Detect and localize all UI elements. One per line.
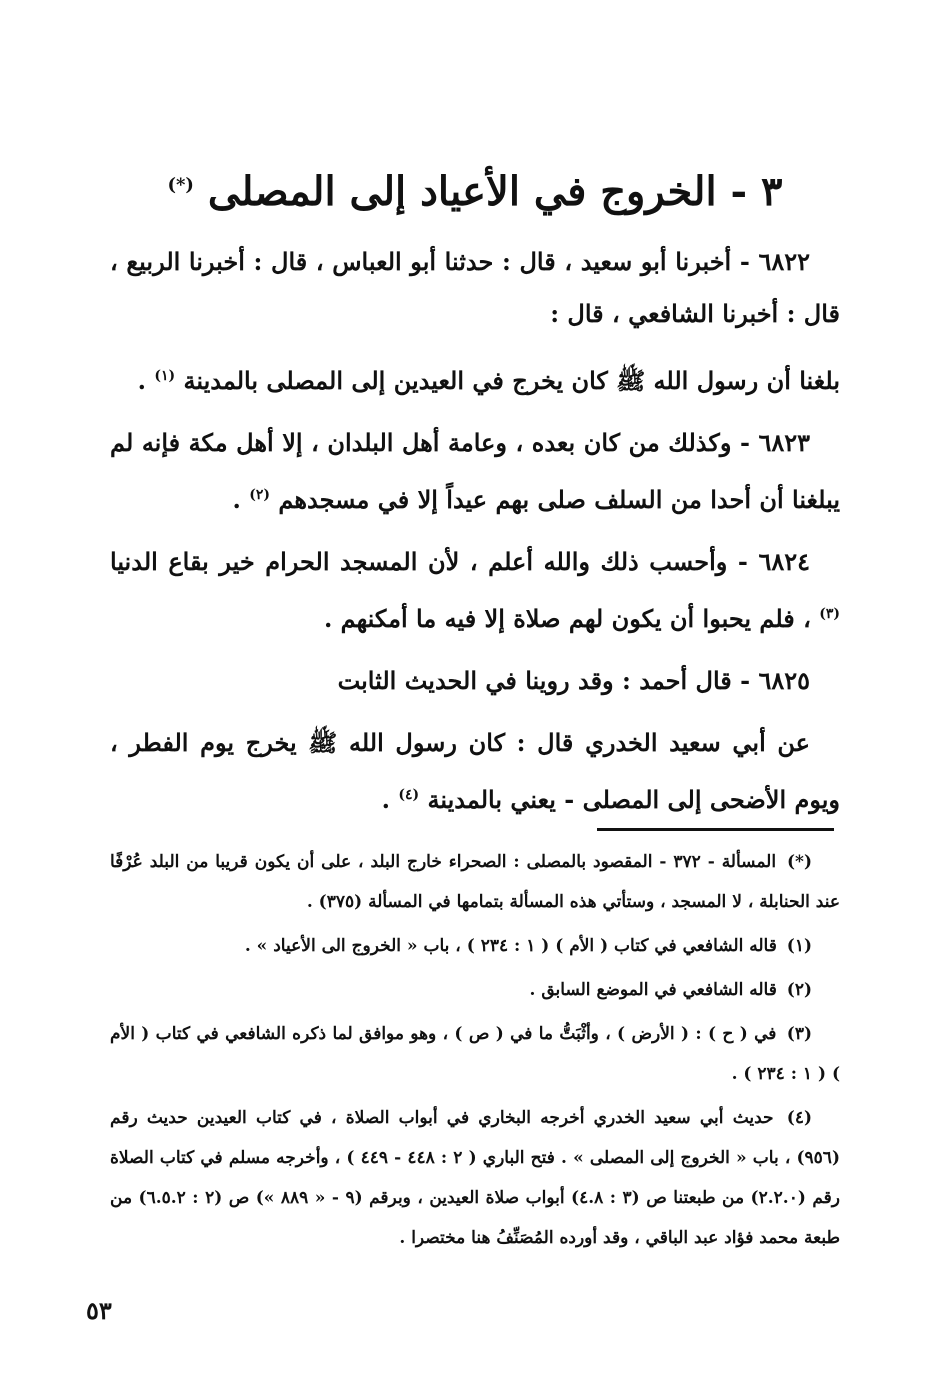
- footnote-ref: (٤): [398, 787, 420, 803]
- footnote-2: [110, 970, 840, 1010]
- footnote-1: [110, 926, 840, 966]
- footnote-divider: [597, 828, 834, 831]
- footnote-number: (٤): [786, 1108, 812, 1128]
- paragraph-quote-1: [110, 350, 840, 407]
- footnote-ref: (٢): [249, 487, 271, 503]
- chapter-title-text: ٣ - الخروج في الأعياد إلى المصلى: [207, 168, 783, 215]
- footnote-number: (٢): [786, 980, 812, 1000]
- paragraph-text: ٦٨٢٣ - وكذلك من كان بعده ، وعامة أهل البلدان ، إلا أهل مكة فإنه لم يبلغنا أن أحدا من السلف صلى بهم عيداً إلا في مسجدهم: [110, 428, 840, 514]
- paragraph-text: بلغنا أن رسول الله ﷺ كان يخرج في العيدين إلى المصلى بالمدينة: [183, 366, 840, 395]
- paragraph-end: ، فلم يحبوا أن يكون لهم صلاة إلا فيه ما أمكنهم .: [323, 604, 820, 633]
- footnote-ref: (١): [154, 368, 176, 384]
- paragraph-end: .: [232, 485, 250, 514]
- paragraph-text: ٦٨٢٤ - وأحسب ذلك والله أعلم ، لأن المسجد الحرام خير بقاع الدنيا: [110, 547, 810, 576]
- footnote-text: قاله الشافعي في كتاب ( الأم ) ( ١ : ٢٣٤ ) ، باب « الخروج الى الأعياد » .: [244, 936, 777, 956]
- paragraph-6823: [110, 417, 840, 526]
- footnote-text: في ( ح ) : ( الأرض ) ، وأثْبَتُّ ما في ( ص ) ، وهو موافق لما ذكره الشافعي في كتاب ( الأم ) ( ١ : ٢٣٤ ) .: [110, 1024, 840, 1084]
- footnotes: [110, 842, 840, 1262]
- footnote-number: (*): [787, 852, 812, 872]
- paragraph-end: .: [381, 785, 399, 814]
- paragraph-6824: [110, 536, 840, 645]
- page-number: ٥٣: [86, 1296, 112, 1325]
- footnote-4: [110, 1098, 840, 1258]
- paragraph-6825: [110, 655, 840, 707]
- footnote-ref: (٣): [819, 606, 840, 622]
- chapter-title: [0, 168, 950, 215]
- paragraph-text: ٦٨٢٢ - أخبرنا أبو سعيد ، قال : حدثنا أبو العباس ، قال : أخبرنا الربيع ، قال : أخبرنا الشافعي ، قال :: [110, 247, 840, 328]
- footnote-text: حديث أبي سعيد الخدري أخرجه البخاري في أبواب الصلاة ، في كتاب العيدين حديث رقم (٩٥٦) ، باب « الخروج إلى المصلى » . فتح الباري ( ٢ : ٤٤٨ - ٤٤٩ ) ، وأخرجه مسلم في كتاب الصلاة رقم (٢.٢.٠) من طبعتنا ص (٣ : ٤.٨) أبواب صلاة العيدين ، وبرقم (٩ - « ٨٨٩ ») ص (٢ : ٦.٥.٢) من طبعة محمد فؤاد عبد الباقي ، وقد أورده المُصَنِّفُ هنا مختصرا .: [110, 1108, 841, 1248]
- footnote-text: قاله الشافعي في الموضع السابق .: [529, 980, 777, 1000]
- paragraph-end: .: [137, 366, 155, 395]
- chapter-title-mark: (*): [167, 174, 194, 196]
- paragraph-hadith: [110, 717, 840, 826]
- footnote-number: (١): [786, 936, 812, 956]
- footnote-3: [110, 1014, 840, 1094]
- footnote-number: (٣): [786, 1024, 812, 1044]
- paragraph-text: ٦٨٢٥ - قال أحمد : وقد روينا في الحديث الثابت: [337, 666, 810, 695]
- footnote-text: المسألة - ٣٧٢ - المقصود بالمصلى : الصحراء خارج البلد ، على أن يكون قريبا من البلد عُرْفًا عند الحنابلة ، لا المسجد ، وستأتي هذه المسألة بتمامها في المسألة (٣٧٥) .: [110, 852, 840, 912]
- paragraph-6822: [110, 236, 840, 340]
- footnote-star: [110, 842, 840, 922]
- paragraph-text: عن أبي سعيد الخدري قال : كان رسول الله ﷺ يخرج يوم الفطر ، ويوم الأضحى إلى المصلى - يعني بالمدينة: [110, 728, 840, 814]
- main-text: [110, 236, 840, 836]
